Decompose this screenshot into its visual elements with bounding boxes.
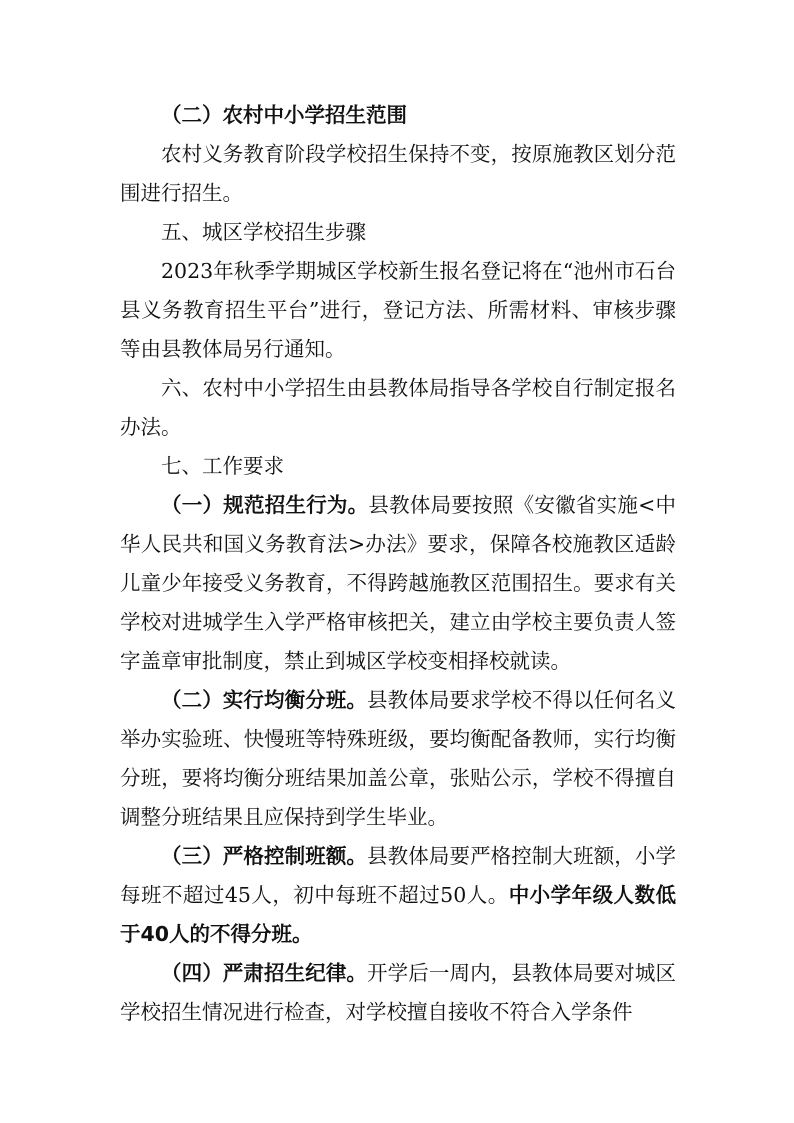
heading-text: （二）农村中小学招生范围 [161,103,407,127]
paragraph-enrollment-steps [120,252,676,369]
paragraph-requirement-1 [120,486,676,681]
paragraph-requirement-3 [120,837,676,954]
paragraph-lead: （二）实行均衡分班。 [161,688,368,712]
paragraph-lead: （四）严肃招生纪律。 [161,961,368,985]
section-heading-rural-enrollment [120,369,676,447]
paragraph-requirement-4 [120,954,676,1032]
paragraph-text: 2023年秋季学期城区学校新生报名登记将在“池州市石台县义务教育招生平台”进行，登记方法、所需材料、审核步骤等由县教体局另行通知。 [120,259,676,361]
paragraph-text: 农村义务教育阶段学校招生保持不变，按原施教区划分范围进行招生。 [120,142,676,205]
heading-text: 七、工作要求 [161,454,284,478]
paragraph-requirement-2 [120,681,676,837]
paragraph-lead: （三）严格控制班额。 [161,844,368,868]
paragraph-lead: （一）规范招生行为。 [161,493,369,517]
heading-text: 五、城区学校招生步骤 [161,220,366,244]
document-body [120,96,676,1032]
paragraph-text: 开学后一周内，县教体局要对城区学校招生情况进行检查，对学校擅自接收不符合入学条件 [120,961,677,1024]
section-heading-enrollment-steps [120,213,676,252]
paragraph-text: 县教体局要求学校不得以任何名义举办实验班、快慢班等特殊班级，要均衡配备教师，实行均衡分班，要将均衡分班结果加盖公章，张贴公示，学校不得擅自调整分班结果且应保持到学生毕业。 [120,688,677,829]
paragraph-rural-scope [120,135,676,213]
heading-text: 六、农村中小学招生由县教体局指导各学校自行制定报名办法。 [120,376,676,439]
paragraph-text: 县教体局要按照《安徽省实施<中华人民共和国义务教育法>办法》要求，保障各校施教区适龄儿童少年接受义务教育，不得跨越施教区范围招生。要求有关学校对进城学生入学严格审核把关，建立由学校主要负责人签字盖章审批制度，禁止到城区学校变相择校就读。 [120,493,676,673]
section-heading-rural-scope [120,96,676,135]
paragraph-tail: 中小学年级人数低于40人的不得分班。 [120,883,676,946]
paragraph-text: 县教体局要严格控制大班额，小学每班不超过45人，初中每班不超过50人。 [120,844,677,907]
section-heading-work-requirements [120,447,676,486]
